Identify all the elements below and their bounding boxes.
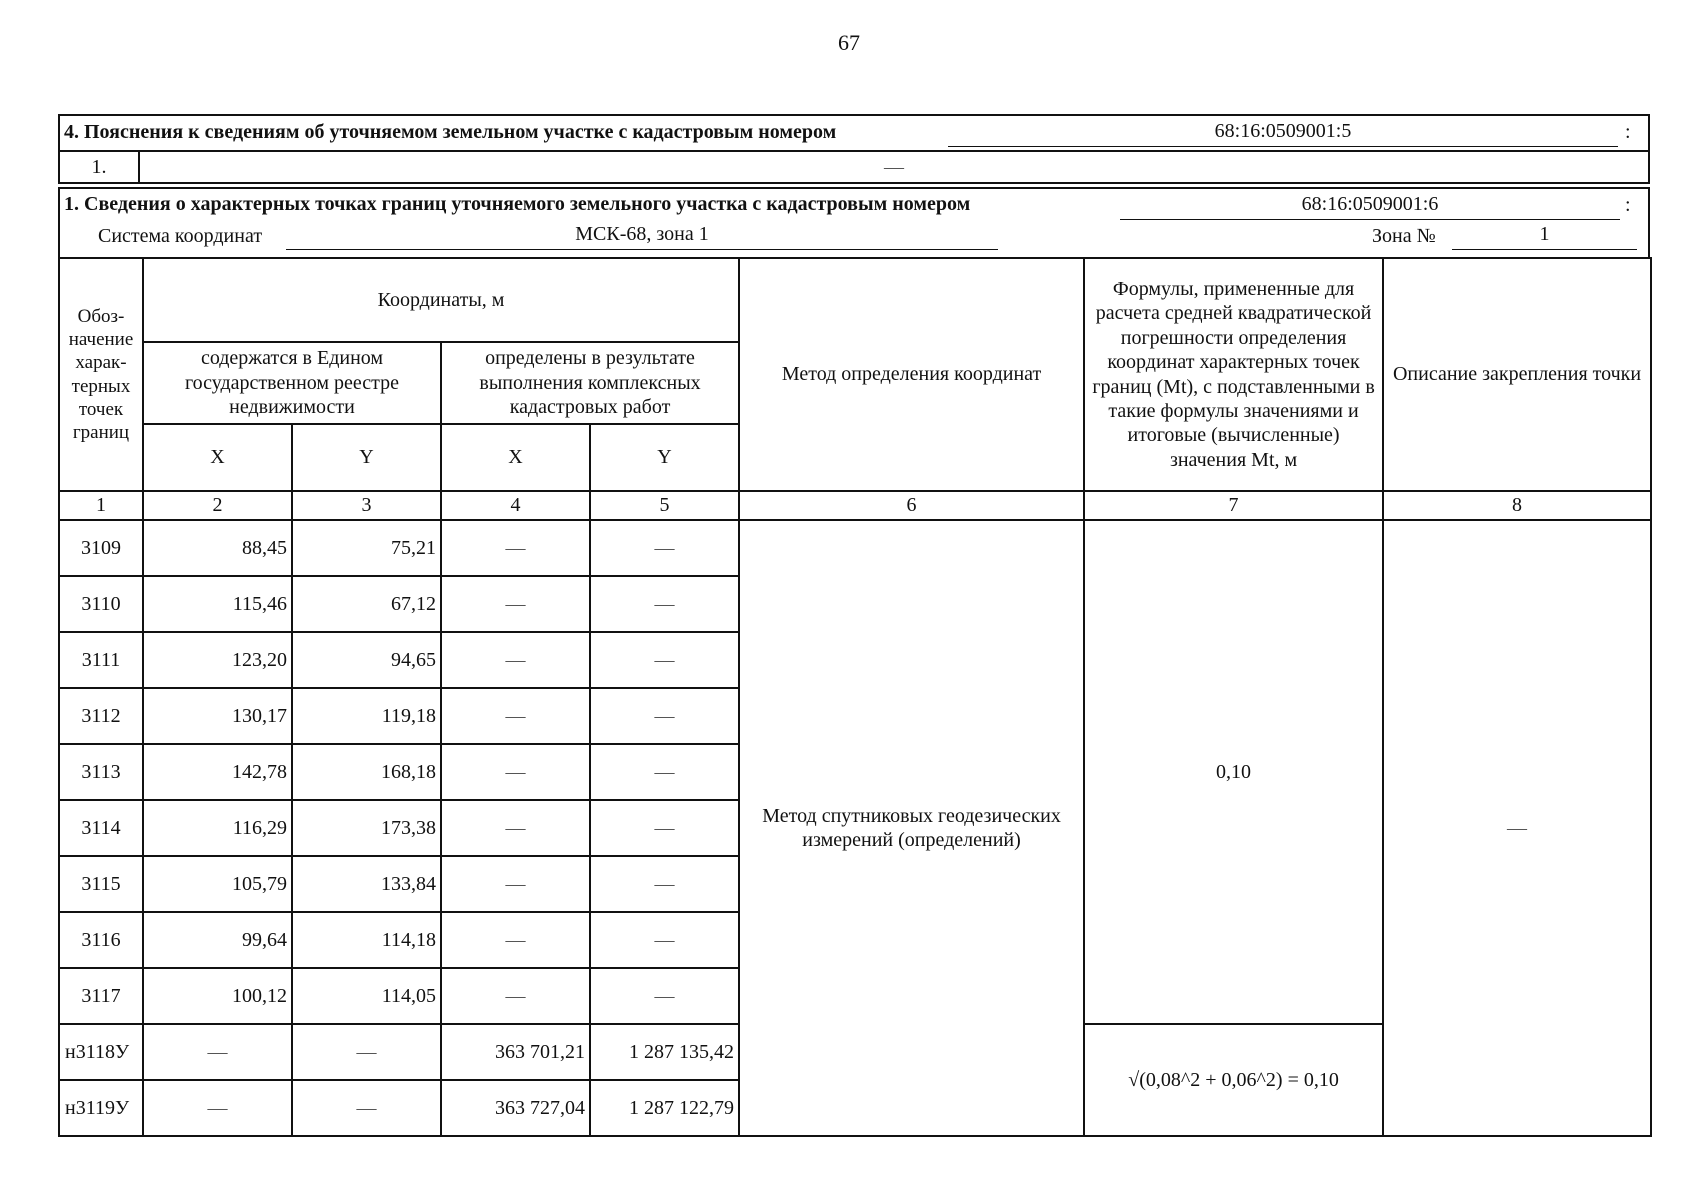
egrn-y: — <box>292 1080 441 1136</box>
section-cadastral-number: 68:16:0509001:6 <box>1120 193 1620 220</box>
header-formula: Формулы, примененные для расчета средней квадратической погрешности определения координат характерных точек границ (Mt), с подставленными в такие формулы значениями и итоговые (вычисленные) значения Mt, м <box>1084 258 1383 491</box>
mt-formula-cell: √(0,08^2 + 0,06^2) = 0,10 <box>1084 1024 1383 1136</box>
crs-label: Система координат <box>98 225 263 247</box>
complex-y: — <box>590 576 739 632</box>
complex-y: — <box>590 968 739 1024</box>
egrn-x: 142,78 <box>143 744 292 800</box>
header-desc: Описание закрепления точки <box>1383 258 1651 491</box>
point-id: н3119У <box>59 1080 143 1136</box>
explanations-row-text: — <box>884 156 904 178</box>
method-cell: Метод спутниковых геодезических измерений (определений) <box>739 520 1084 1136</box>
col-number: 1 <box>59 491 143 520</box>
header-y: Y <box>292 424 441 491</box>
complex-y: — <box>590 744 739 800</box>
header-y2: Y <box>590 424 739 491</box>
egrn-y: 75,21 <box>292 520 441 576</box>
complex-y: — <box>590 632 739 688</box>
complex-x: — <box>441 800 590 856</box>
complex-x: 363 727,04 <box>441 1080 590 1136</box>
egrn-y: 168,18 <box>292 744 441 800</box>
explanations-colon: : <box>1625 121 1631 143</box>
header-complex: определены в результате выполнения комплексных кадастровых работ <box>441 342 739 424</box>
point-id: 3111 <box>59 632 143 688</box>
egrn-y: 114,18 <box>292 912 441 968</box>
col-number: 2 <box>143 491 292 520</box>
explanations-cadastral-number: 68:16:0509001:5 <box>948 120 1618 147</box>
header-point: Обоз- начение харак- терных точек границ <box>59 258 143 491</box>
egrn-x: — <box>143 1080 292 1136</box>
page-number: 67 <box>838 30 860 55</box>
complex-y: 1 287 122,79 <box>590 1080 739 1136</box>
complex-y: — <box>590 688 739 744</box>
complex-x: — <box>441 520 590 576</box>
section-title: 1. Сведения о характерных точках границ уточняемого земельного участка с кадастровым номером <box>64 193 971 215</box>
desc-cell: — <box>1383 520 1651 1136</box>
crs-value: МСК-68, зона 1 <box>286 223 998 250</box>
complex-x: — <box>441 632 590 688</box>
complex-y: — <box>590 800 739 856</box>
header-x2: X <box>441 424 590 491</box>
col-number: 3 <box>292 491 441 520</box>
egrn-x: 115,46 <box>143 576 292 632</box>
egrn-x: 123,20 <box>143 632 292 688</box>
complex-x: — <box>441 968 590 1024</box>
complex-x: — <box>441 856 590 912</box>
egrn-y: 67,12 <box>292 576 441 632</box>
header-coords: Координаты, м <box>143 258 739 342</box>
point-id: 3112 <box>59 688 143 744</box>
point-id: 3115 <box>59 856 143 912</box>
section-colon: : <box>1625 194 1631 216</box>
complex-x: — <box>441 688 590 744</box>
point-id: 3113 <box>59 744 143 800</box>
header-egrn: содержатся в Едином государственном реестре недвижимости <box>143 342 441 424</box>
points-table <box>58 257 1652 1137</box>
zone-value: 1 <box>1452 223 1637 250</box>
complex-x: 363 701,21 <box>441 1024 590 1080</box>
egrn-x: — <box>143 1024 292 1080</box>
point-id: 3114 <box>59 800 143 856</box>
point-id: 3117 <box>59 968 143 1024</box>
complex-y: — <box>590 520 739 576</box>
col-number: 6 <box>739 491 1084 520</box>
complex-x: — <box>441 912 590 968</box>
egrn-x: 99,64 <box>143 912 292 968</box>
egrn-x: 88,45 <box>143 520 292 576</box>
mt-value-cell: 0,10 <box>1084 520 1383 1024</box>
complex-x: — <box>441 744 590 800</box>
column-numbers-row <box>59 491 1651 520</box>
section-header <box>58 187 1650 257</box>
complex-y: — <box>590 912 739 968</box>
egrn-x: 105,79 <box>143 856 292 912</box>
egrn-x: 100,12 <box>143 968 292 1024</box>
complex-y: — <box>590 856 739 912</box>
egrn-x: 116,29 <box>143 800 292 856</box>
col-number: 8 <box>1383 491 1651 520</box>
egrn-y: 133,84 <box>292 856 441 912</box>
explanations-title: 4. Пояснения к сведениям об уточняемом земельном участке с кадастровым номером <box>64 121 837 143</box>
zone-label: Зона № <box>1372 225 1436 247</box>
complex-y: 1 287 135,42 <box>590 1024 739 1080</box>
explanations-row-number: 1. <box>60 152 140 182</box>
point-id: 3109 <box>59 520 143 576</box>
egrn-x: 130,17 <box>143 688 292 744</box>
egrn-y: — <box>292 1024 441 1080</box>
explanations-row <box>58 152 1650 184</box>
point-id: н3118У <box>59 1024 143 1080</box>
col-number: 5 <box>590 491 739 520</box>
egrn-y: 114,05 <box>292 968 441 1024</box>
point-id: 3116 <box>59 912 143 968</box>
table-row <box>59 520 1651 576</box>
egrn-y: 173,38 <box>292 800 441 856</box>
header-method: Метод определения координат <box>739 258 1084 491</box>
egrn-y: 94,65 <box>292 632 441 688</box>
col-number: 7 <box>1084 491 1383 520</box>
col-number: 4 <box>441 491 590 520</box>
document-sheet <box>58 114 1650 1137</box>
complex-x: — <box>441 576 590 632</box>
egrn-y: 119,18 <box>292 688 441 744</box>
point-id: 3110 <box>59 576 143 632</box>
explanations-header <box>58 114 1650 152</box>
header-x: X <box>143 424 292 491</box>
